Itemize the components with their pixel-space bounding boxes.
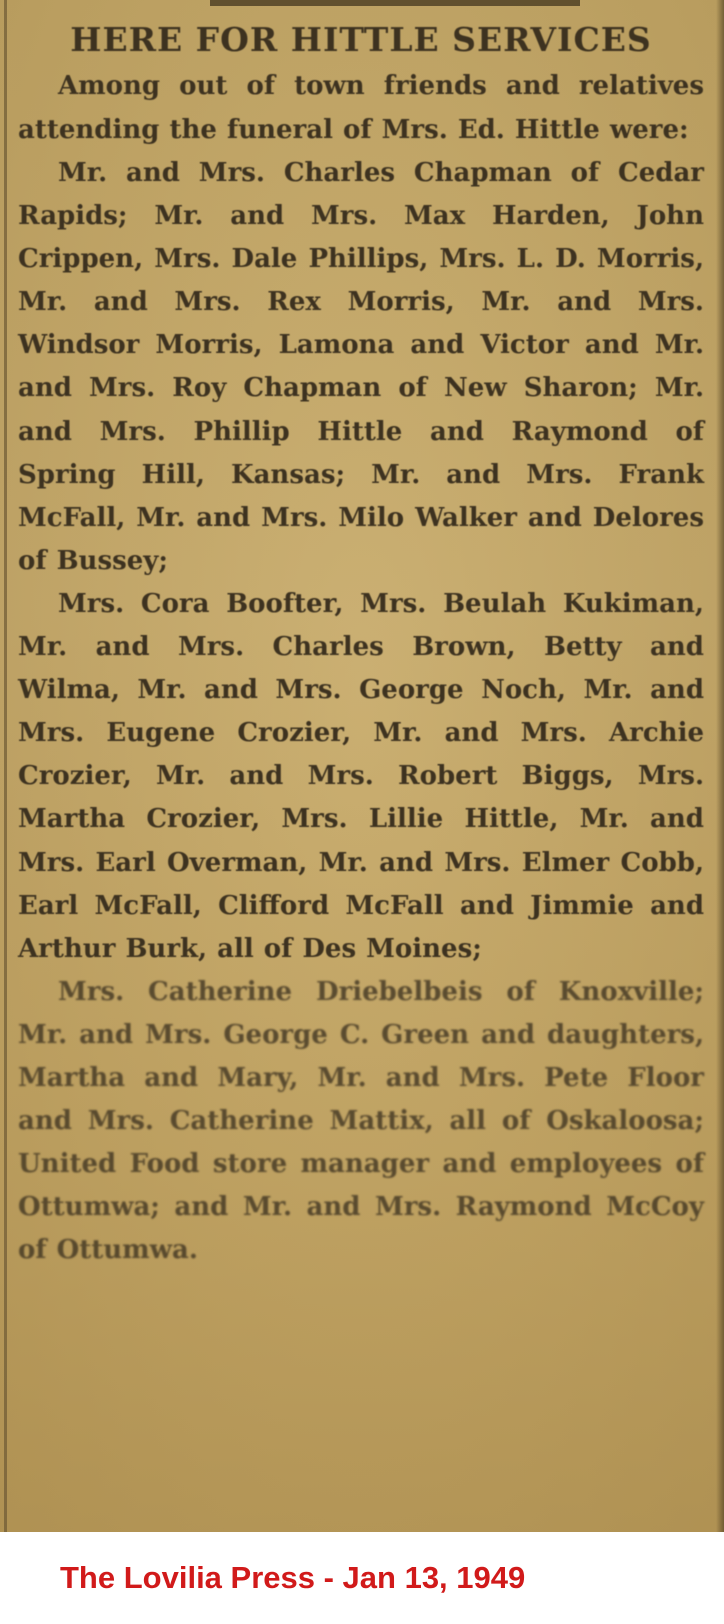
article-headline: HERE FOR HITTLE SERVICES [70,20,652,59]
article [18,16,704,1272]
article-paragraph-1: Mr. and Mrs. Charles Chapman of Cedar Rapids; Mr. and Mrs. Max Harden, John Crippen, Mrs. Dale Phillips, Mrs. L. D. Morris, Mr. and Mrs. Rex Morris, Mr. and Mrs. Windsor Morris, Lamona and Victor and Mr. and Mrs. Roy Chapman of New Sharon; Mr. and Mrs. Phillip Hittle and Raymond of Spring Hill, Kansas; Mr. and Mrs. Frank McFall, Mr. and Mrs. Milo Walker and Delores of Bussey; [18,158,704,576]
top-column-rule [210,0,580,6]
article-paragraph-2: Mrs. Cora Boofter, Mrs. Beulah Kukiman, Mr. and Mrs. Charles Brown, Betty and Wilma, Mr. and Mrs. George Noch, Mr. and Mrs. Eugene Crozier, Mr. and Mrs. Archie Crozier, Mr. and Mrs. Robert Biggs, Mrs. Martha Crozier, Mrs. Lillie Hittle, Mr. and Mrs. Earl Overman, Mr. and Mrs. Elmer Cobb, Earl McFall, Clifford McFall and Jimmie and Arthur Burk, all of Des Moines; [18,588,704,964]
article-paragraph-3: Mrs. Catherine Driebelbeis of Knoxville; Mr. and Mrs. George C. Green and daughters, Martha and Mary, Mr. and Mrs. Pete Floor and Mrs. Catherine Mattix, all of Oskaloosa; United Food store manager and employees of Ottumwa; and Mr. and Mrs. Raymond McCoy of Ottumwa. [18,976,704,1266]
article-intro-paragraph: Among out of town friends and relatives attending the funeral of Mrs. Ed. Hittle were: [18,71,704,145]
source-caption: The Lovilia Press - Jan 13, 1949 [60,1560,526,1595]
caption-area [0,1532,724,1624]
